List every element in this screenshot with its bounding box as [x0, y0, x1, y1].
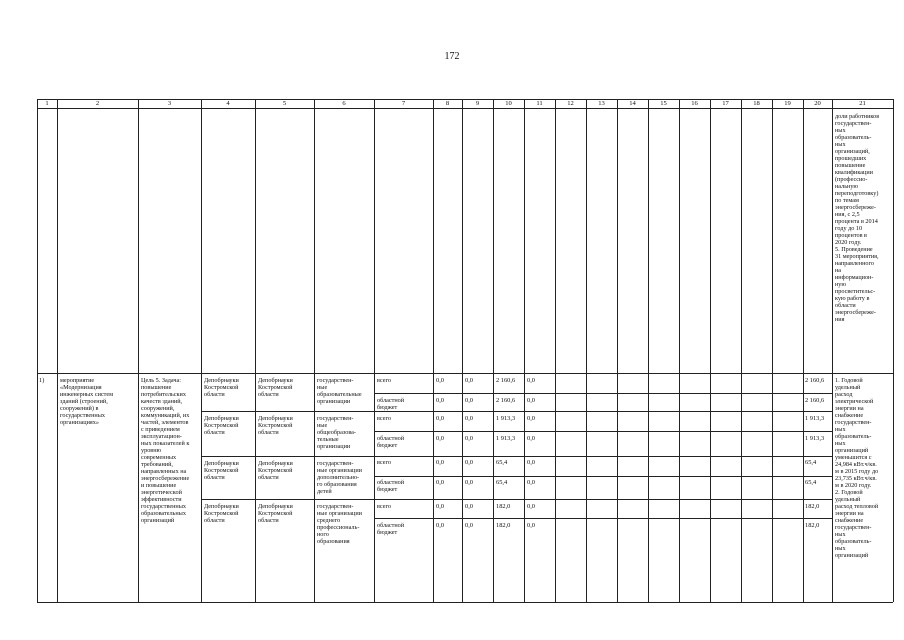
recipient: [258, 460, 314, 481]
indicator-continuation-line: на: [835, 267, 842, 274]
indicator-continuation-line: 31 мероприятия,: [835, 253, 879, 260]
row-number: 1): [39, 377, 45, 384]
executor: [204, 415, 256, 436]
goal-and-task-line: направленных на: [141, 468, 187, 475]
target-indicators-line: уменьшится с: [835, 454, 872, 461]
recipient-line: области: [258, 474, 279, 481]
target-indicators-line: организаций: [835, 552, 869, 559]
event-name-line: инженерных систем: [60, 391, 113, 398]
column-header-10: 10: [505, 100, 512, 107]
goal-and-task-line: и повышение: [141, 482, 177, 489]
column-border-9: [493, 99, 494, 602]
target-indicators-line: 1. Годовой: [835, 377, 863, 384]
indicator-continuation-line: 2020 году.: [835, 239, 862, 246]
column-border-10: [524, 99, 525, 602]
funding-source-line: областной: [377, 479, 405, 486]
column-header-13: 13: [598, 100, 605, 107]
column-border-17: [741, 99, 742, 602]
executor-line: области: [204, 474, 225, 481]
column-border-12: [586, 99, 587, 602]
event-name-line: «Модернизация: [60, 384, 102, 391]
value-col-8: 0,0: [436, 522, 444, 529]
value-col-20: 2 160,6: [805, 397, 825, 404]
value-col-20: 65,4: [805, 459, 817, 466]
organization-type-line: образовательные: [317, 391, 362, 398]
value-col-11: 0,0: [527, 503, 535, 510]
executor: [204, 460, 256, 481]
value-col-8: 0,0: [436, 415, 444, 422]
indicator-continuation-line: 5. Проведение: [835, 246, 873, 253]
organization-type-line: среднего: [317, 517, 341, 524]
column-border-3: [201, 99, 202, 602]
indicator-continuation-line: повышение: [835, 162, 866, 169]
value-col-8: 0,0: [436, 479, 444, 486]
row-separator: [37, 373, 893, 374]
goal-and-task-line: Цель 5. Задача:: [141, 377, 181, 384]
event-name-line: государственных: [60, 412, 105, 419]
column-header-7: 7: [401, 100, 406, 107]
target-indicators-line: ных: [835, 545, 846, 552]
recipient: [258, 503, 314, 524]
value-col-10: 2 160,6: [496, 377, 516, 384]
target-indicators-line: расход тепловой: [835, 503, 879, 510]
event-name-line: зданий (строений,: [60, 398, 108, 405]
indicator-continuation-line: организаций,: [835, 148, 870, 155]
recipient: [258, 415, 314, 436]
indicator-continuation-line: переподготовку): [835, 190, 879, 197]
funding-source: [377, 522, 433, 536]
organization-type-line: государствен-: [317, 460, 354, 467]
organization-type-line: тельные: [317, 436, 339, 443]
column-header-12: 12: [567, 100, 574, 107]
column-border-16: [710, 99, 711, 602]
indicator-continuation-line: ную: [835, 281, 847, 288]
funding-source: [377, 479, 433, 493]
recipient-line: Депобрнауки: [258, 460, 293, 467]
funding-source: [377, 377, 433, 384]
executor-line: Депобрнауки: [204, 460, 239, 467]
funding-source-line: областной: [377, 397, 405, 404]
target-indicators-line: 2. Годовой: [835, 489, 863, 496]
recipient-line: Депобрнауки: [258, 377, 293, 384]
column-border-0: [37, 99, 38, 602]
value-col-9: 0,0: [465, 522, 473, 529]
column-header-18: 18: [753, 100, 760, 107]
indicator-continuation-line: ных: [835, 127, 846, 134]
indicator-continuation-line: ных: [835, 141, 846, 148]
organization-type-line: го образования: [317, 481, 357, 488]
value-col-10: 65,4: [496, 459, 508, 466]
column-border-6: [374, 99, 375, 602]
recipient-line: области: [258, 391, 279, 398]
recipient-line: Костромской: [258, 384, 293, 391]
organization-type-line: государствен-: [317, 377, 354, 384]
header-bottom-border: [37, 108, 893, 109]
target-indicators-line: удельный: [835, 384, 861, 391]
target-indicators: [835, 377, 893, 559]
indicator-continuation-line: процентов в: [835, 232, 867, 239]
column-header-9: 9: [475, 100, 480, 107]
column-header-2: 2: [95, 100, 100, 107]
indicator-continuation-line: области: [835, 302, 856, 309]
target-indicators-line: энергии на: [835, 405, 864, 412]
value-col-8: 0,0: [436, 397, 444, 404]
goal-and-task-line: эффективности: [141, 496, 182, 503]
column-header-8: 8: [445, 100, 450, 107]
target-indicators-line: снабжение: [835, 412, 864, 419]
indicator-continuation-line: нальную: [835, 183, 859, 190]
column-border-11: [555, 99, 556, 602]
value-col-10: 2 160,6: [496, 397, 516, 404]
goal-and-task-line: эксплуатацион-: [141, 433, 182, 440]
target-indicators-line: ных: [835, 531, 846, 538]
indicator-continuation-line: государствен-: [835, 120, 872, 127]
recipient-line: Депобрнауки: [258, 503, 293, 510]
funding-source-line: всего: [377, 503, 391, 510]
value-col-20: 182,0: [805, 503, 820, 510]
indicator-continuation-line: прошедших: [835, 155, 867, 162]
recipient-line: области: [258, 429, 279, 436]
group-separator: [201, 411, 374, 412]
column-header-20: 20: [814, 100, 821, 107]
page-number: 172: [444, 51, 460, 62]
target-indicators-line: ных: [835, 440, 846, 447]
funding-source: [377, 435, 433, 449]
indicator-continuation-line: по темам: [835, 197, 859, 204]
organization-type-line: ные организации: [317, 467, 362, 474]
goal-and-task-line: коммуникаций, их: [141, 412, 190, 419]
target-indicators-line: ных: [835, 426, 846, 433]
organization-type-line: организации: [317, 443, 351, 450]
indicator-continuation-line: энергосбереже-: [835, 309, 876, 316]
goal-and-task-line: современных: [141, 454, 177, 461]
executor-line: Депобрнауки: [204, 415, 239, 422]
column-border-8: [462, 99, 463, 602]
organization-type: [317, 503, 374, 545]
executor-line: Костромской: [204, 422, 239, 429]
column-header-17: 17: [722, 100, 729, 107]
group-separator: [374, 499, 832, 500]
goal-and-task: [141, 377, 199, 524]
indicator-continuation: [835, 113, 893, 323]
value-col-8: 0,0: [436, 435, 444, 442]
value-col-9: 0,0: [465, 435, 473, 442]
event-name: [60, 377, 137, 426]
column-header-11: 11: [536, 100, 543, 107]
value-col-10: 1 913,3: [496, 415, 516, 422]
value-col-9: 0,0: [465, 377, 473, 384]
column-border-21: [893, 99, 894, 602]
indicator-continuation-line: направленного: [835, 260, 874, 267]
goal-and-task-line: частей, элементов: [141, 419, 189, 426]
executor-line: Депобрнауки: [204, 377, 239, 384]
value-col-9: 0,0: [465, 479, 473, 486]
executor-line: Костромской: [204, 384, 239, 391]
value-col-20: 65,4: [805, 479, 817, 486]
organization-type-line: ные: [317, 422, 328, 429]
column-header-3: 3: [167, 100, 172, 107]
value-col-9: 0,0: [465, 397, 473, 404]
funding-source-line: бюджет: [377, 529, 398, 536]
organization-type: [317, 415, 374, 450]
goal-and-task-line: уровню: [141, 447, 162, 454]
column-header-4: 4: [226, 100, 230, 107]
event-name-line: сооружений) в: [60, 405, 99, 412]
column-header-15: 15: [660, 100, 667, 107]
value-col-20: 2 160,6: [805, 377, 825, 384]
funding-source-line: областной: [377, 522, 405, 529]
column-border-15: [679, 99, 680, 602]
value-col-11: 0,0: [527, 435, 535, 442]
indicator-continuation-line: доли работников: [835, 113, 880, 120]
indicator-continuation-line: кую работу в: [835, 295, 870, 302]
executor: [204, 377, 256, 398]
goal-and-task-line: энергетической: [141, 489, 182, 496]
indicator-continuation-line: процента в 2014: [835, 218, 878, 225]
recipient-line: Депобрнауки: [258, 415, 293, 422]
goal-and-task-line: потребительских: [141, 391, 186, 398]
target-indicators-line: м в 2015 году до: [835, 468, 879, 475]
column-border-19: [803, 99, 804, 602]
line-separator: [374, 431, 832, 432]
funding-source: [377, 415, 433, 422]
line-separator: [374, 476, 832, 477]
organization-type: [317, 460, 374, 495]
value-col-9: 0,0: [465, 503, 473, 510]
goal-and-task-line: ных показателей к: [141, 440, 190, 447]
executor: [204, 503, 256, 524]
funding-source-line: бюджет: [377, 442, 398, 449]
value-col-20: 1 913,3: [805, 435, 825, 442]
organization-type-line: организации: [317, 398, 351, 405]
indicator-continuation-line: ния, с 2,5: [835, 211, 860, 218]
executor-line: области: [204, 429, 225, 436]
organization-type-line: общеобразова-: [317, 429, 356, 436]
organization-type-line: государствен-: [317, 415, 354, 422]
column-border-14: [648, 99, 649, 602]
value-col-10: 1 913,3: [496, 435, 516, 442]
funding-source-line: всего: [377, 377, 391, 384]
target-indicators-line: организаций: [835, 447, 869, 454]
funding-source-line: всего: [377, 415, 391, 422]
event-name-line: организациях»: [60, 419, 99, 426]
column-border-18: [772, 99, 773, 602]
column-header-1: 1: [45, 100, 49, 107]
line-separator: [374, 393, 832, 394]
funding-source: [377, 397, 433, 411]
indicator-continuation-line: энергосбереже-: [835, 204, 876, 211]
goal-and-task-line: с приведением: [141, 426, 180, 433]
indicator-continuation-line: ния: [835, 316, 845, 323]
column-border-20: [832, 99, 833, 602]
column-border-13: [617, 99, 618, 602]
target-indicators-line: расход: [835, 391, 853, 398]
organization-type-line: детей: [317, 488, 332, 495]
organization-type-line: профессиональ-: [317, 524, 360, 531]
recipient: [258, 377, 314, 398]
indicator-continuation-line: (профессио-: [835, 176, 868, 183]
organization-type-line: образования: [317, 538, 350, 545]
value-col-10: 182,0: [496, 522, 511, 529]
funding-source-line: всего: [377, 459, 391, 466]
target-indicators-line: удельный: [835, 496, 861, 503]
goal-and-task-line: сооружений,: [141, 405, 175, 412]
executor-line: области: [204, 517, 225, 524]
event-name-line: мероприятие: [60, 377, 95, 384]
executor-line: Депобрнауки: [204, 503, 239, 510]
organization-type: [317, 377, 374, 405]
value-col-20: 1 913,3: [805, 415, 825, 422]
goal-and-task-line: организаций: [141, 517, 175, 524]
executor-line: Костромской: [204, 510, 239, 517]
column-border-5: [314, 99, 315, 602]
executor-line: Костромской: [204, 467, 239, 474]
funding-source-line: бюджет: [377, 486, 398, 493]
value-col-11: 0,0: [527, 522, 535, 529]
line-separator: [374, 518, 832, 519]
indicator-continuation-line: образователь-: [835, 134, 872, 141]
column-header-14: 14: [629, 100, 636, 107]
target-indicators-line: снабжение: [835, 517, 864, 524]
indicator-continuation-line: году до 10: [835, 225, 863, 232]
funding-source-line: областной: [377, 435, 405, 442]
value-col-8: 0,0: [436, 459, 444, 466]
recipient-line: области: [258, 517, 279, 524]
goal-and-task-line: государственных: [141, 503, 186, 510]
value-col-8: 0,0: [436, 503, 444, 510]
organization-type-line: ные: [317, 384, 328, 391]
column-border-1: [57, 99, 58, 602]
funding-source-line: бюджет: [377, 404, 398, 411]
group-separator: [201, 499, 374, 500]
indicator-continuation-line: просветительс-: [835, 288, 876, 295]
target-indicators-line: государствен-: [835, 419, 872, 426]
target-indicators-line: 24,984 кВт.ч/кв.: [835, 461, 877, 468]
value-col-10: 182,0: [496, 503, 511, 510]
goal-and-task-line: повышение: [141, 384, 172, 391]
indicator-continuation-line: информацион-: [835, 274, 874, 281]
group-separator: [374, 456, 832, 457]
value-col-8: 0,0: [436, 377, 444, 384]
organization-type-line: ного: [317, 531, 329, 538]
goal-and-task-line: требований,: [141, 461, 173, 468]
column-border-7: [433, 99, 434, 602]
column-header-21: 21: [859, 100, 866, 107]
column-border-4: [255, 99, 256, 602]
recipient-line: Костромской: [258, 467, 293, 474]
target-indicators-line: образователь-: [835, 538, 872, 545]
goal-and-task-line: качеств зданий,: [141, 398, 183, 405]
organization-type-line: ные организации: [317, 510, 362, 517]
indicator-continuation-line: квалификации: [835, 169, 873, 176]
column-header-5: 5: [282, 100, 287, 107]
table-bottom-border: [37, 602, 893, 603]
target-indicators-line: 23,735 кВт.ч/кв.: [835, 475, 877, 482]
target-indicators-line: образователь-: [835, 433, 872, 440]
value-col-11: 0,0: [527, 415, 535, 422]
column-header-19: 19: [784, 100, 791, 107]
target-indicators-line: электрической: [835, 398, 874, 405]
column-border-2: [138, 99, 139, 602]
value-col-9: 0,0: [465, 415, 473, 422]
funding-source: [377, 459, 433, 466]
value-col-11: 0,0: [527, 397, 535, 404]
column-header-16: 16: [691, 100, 698, 107]
recipient-line: Костромской: [258, 510, 293, 517]
funding-source: [377, 503, 433, 510]
recipient-line: Костромской: [258, 422, 293, 429]
goal-and-task-line: образовательных: [141, 510, 186, 517]
target-indicators-line: м в 2020 году.: [835, 482, 872, 489]
target-indicators-line: энергии на: [835, 510, 864, 517]
value-col-11: 0,0: [527, 377, 535, 384]
value-col-10: 65,4: [496, 479, 508, 486]
value-col-20: 182,0: [805, 522, 820, 529]
value-col-9: 0,0: [465, 459, 473, 466]
value-col-11: 0,0: [527, 479, 535, 486]
group-separator: [201, 456, 374, 457]
organization-type-line: государствен-: [317, 503, 354, 510]
executor-line: области: [204, 391, 225, 398]
value-col-11: 0,0: [527, 459, 535, 466]
column-header-6: 6: [342, 100, 346, 107]
goal-and-task-line: энергосбережение: [141, 475, 190, 482]
target-indicators-line: государствен-: [835, 524, 872, 531]
organization-type-line: дополнительно-: [317, 474, 360, 481]
group-separator: [374, 411, 832, 412]
